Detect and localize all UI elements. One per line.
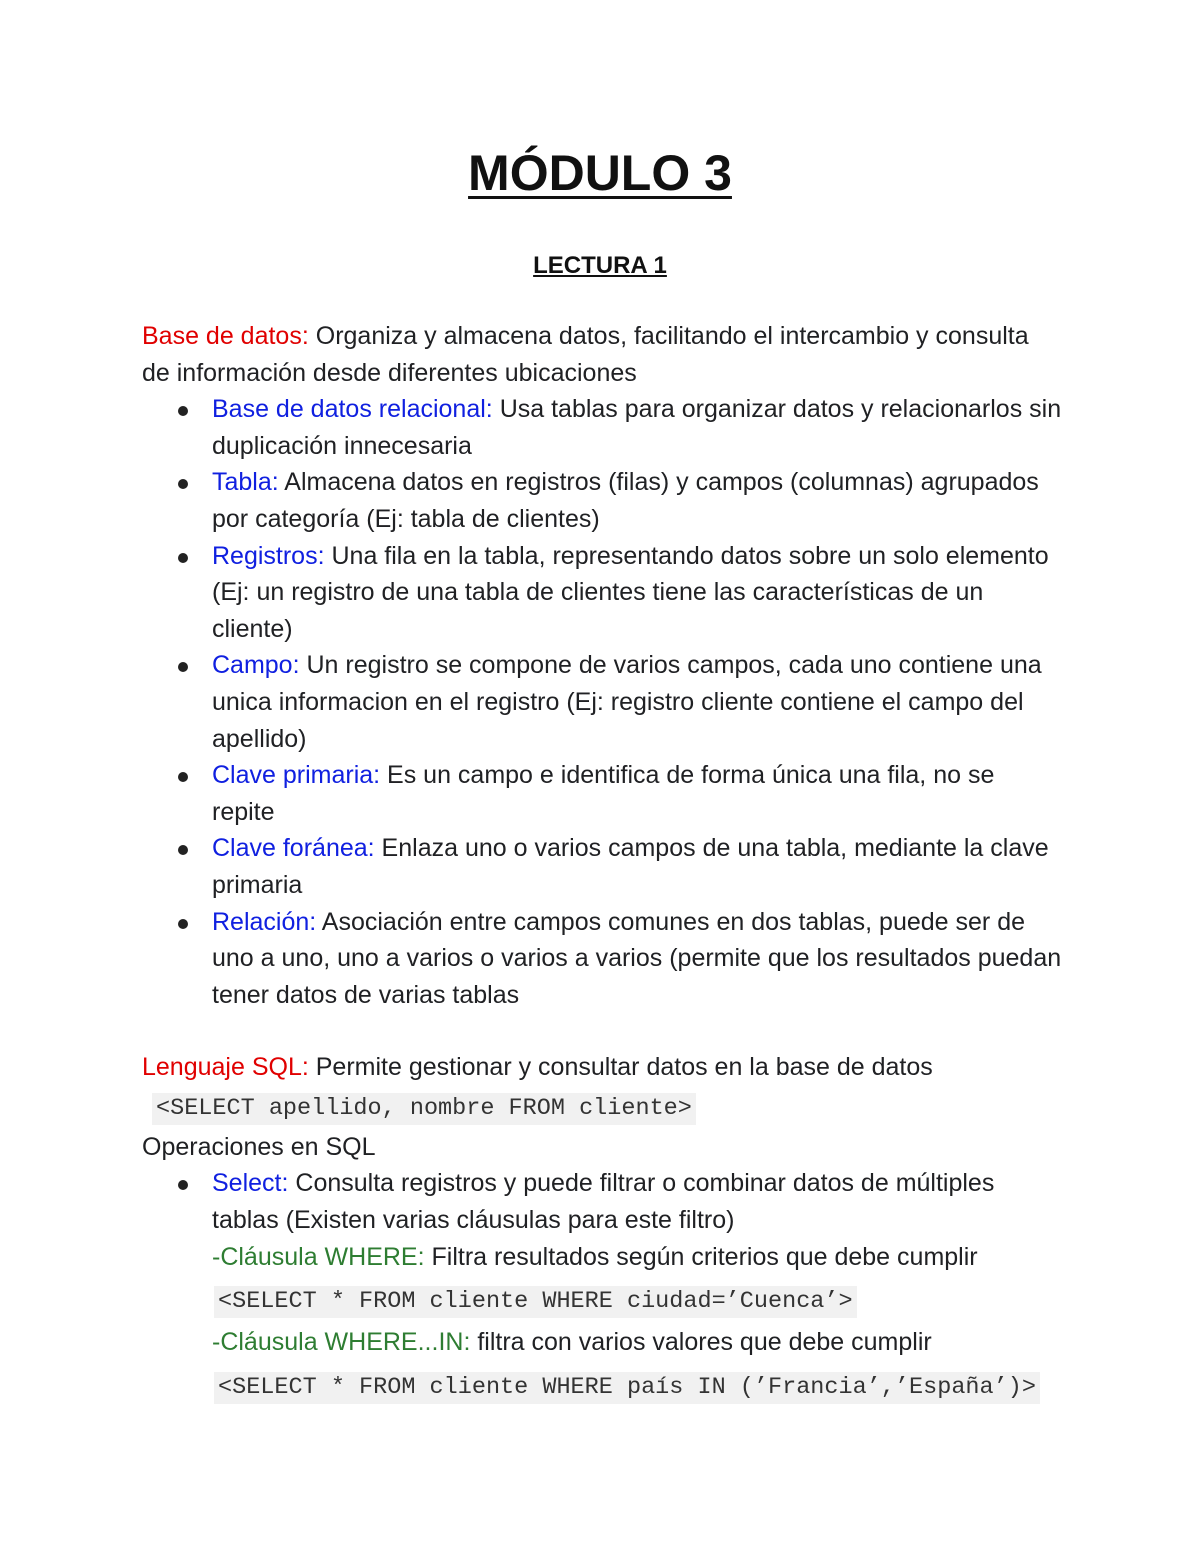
operations-heading: Operaciones en SQL [142,1132,376,1161]
clause-where-in-code-line [214,1367,1062,1404]
definition-text: Es un campo e identifica de forma única una fila, no se repite [212,761,995,826]
select-term: Select: [212,1169,289,1198]
list-item [212,1165,1062,1403]
definition-term: Campo: [212,651,300,680]
clause-code: <SELECT * FROM cliente WHERE ciudad=’Cuenca’> [214,1286,857,1318]
spacer [142,1013,1062,1049]
sql-example-line [152,1088,1062,1125]
definition-term: Base de datos relacional: [212,395,493,424]
sql-term: Lenguaje SQL: [142,1053,309,1082]
list-item [212,464,1062,537]
document-body [142,318,1062,1410]
definition-term: Clave foránea: [212,834,375,863]
bullet-icon [178,406,188,416]
intro-text: Organiza y almacena datos, facilitando el intercambio y consulta de información desde diferentes ubicaciones [142,322,1029,387]
bullet-icon [178,772,188,782]
clause-where-in [212,1324,1062,1361]
select-text: Consulta registros y puede filtrar o combinar datos de múltiples tablas (Existen varias cláusulas para este filtro) [212,1169,995,1235]
bullet-icon [178,479,188,489]
definition-text: Usa tablas para organizar datos y relacionarlos sin duplicación innecesaria [212,395,1062,460]
bullet-icon [178,919,188,929]
definition-text: Enlaza uno o varios campos de una tabla, mediante la clave primaria [212,834,1049,899]
list-item [212,647,1062,757]
intro-paragraph [142,318,1062,391]
clause-text: Filtra resultados según criterios que debe cumplir [424,1242,978,1271]
sql-example-code: <SELECT apellido, nombre FROM cliente> [152,1093,696,1125]
definition-term: Tabla: [212,468,279,497]
definition-term: Relación: [212,907,317,936]
list-item [212,391,1062,464]
definition-text: Asociación entre campos comunes en dos tablas, puede ser de uno a uno, uno a varios o varios a varios (permite que los resultados puedan tener datos de varias tablas [212,907,1062,1009]
bullet-icon [178,1180,188,1190]
definition-text: Almacena datos en registros (filas) y campos (columnas) agrupados por categoría (Ej: tabla de clientes) [212,468,1039,533]
operations-list [142,1165,1062,1403]
list-item [212,757,1062,830]
clause-code: <SELECT * FROM cliente WHERE país IN (’Francia’,’España’)> [214,1372,1040,1404]
definition-text: Un registro se compone de varios campos, cada uno contiene una unica informacion en el registro (Ej: registro cliente contiene el campo del apellido) [212,651,1042,753]
list-item [212,830,1062,903]
clause-term: -Cláusula WHERE...IN: [212,1328,471,1357]
definition-term: Clave primaria: [212,761,381,790]
definition-term: Registros: [212,541,325,570]
clause-term: -Cláusula WHERE: [212,1242,425,1271]
list-item [212,904,1062,1014]
intro-term: Base de datos: [142,322,309,350]
bullet-icon [178,662,188,672]
list-item [212,538,1062,648]
bullet-icon [178,553,188,563]
clause-where-code-line [214,1281,1062,1318]
clause-where [212,1239,1062,1276]
definitions-list [142,391,1062,1013]
sql-paragraph [142,1049,1062,1086]
lecture-subtitle: LECTURA 1 [533,252,667,279]
clause-text: filtra con varios valores que debe cumplir [470,1328,932,1357]
bullet-icon [178,845,188,855]
sql-text: Permite gestionar y consultar datos en la base de datos [308,1053,933,1082]
page-title: MÓDULO 3 [468,145,732,201]
definition-text: Una fila en la tabla, representando datos sobre un solo elemento (Ej: un registro de una tabla de clientes tiene las características de un cliente) [212,541,1049,643]
